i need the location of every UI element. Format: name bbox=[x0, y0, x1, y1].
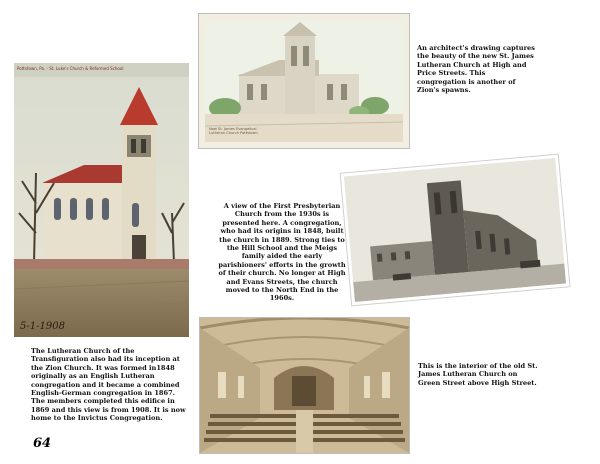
photo-st-james-drawing bbox=[198, 13, 410, 149]
caption-transfiguration: The Lutheran Church of the Transfiguration also had its inception at the Zion Church. It was formed in1848 originally as an English Lutheran congregation and it became a combined English-German congregation in 1867. The members completed this edifice in 1869 and this view is from 1908. It is now home to the Invictus Congregation. bbox=[31, 347, 186, 423]
handwritten-date: 5-1-1908 bbox=[20, 321, 65, 332]
photo-transfiguration-church bbox=[14, 63, 189, 337]
photo-st-james-interior bbox=[199, 317, 410, 454]
photo-inscription: Pottstown, Pa. - St. Luke's Church & Reformed School bbox=[17, 66, 124, 71]
caption-st-james-drawing: An architect's drawing captures the beauty of the new St. James Lutheran Church at High and Price Streets. This congregation is another of Zion's spawns. bbox=[417, 44, 535, 95]
drawing-inscription: New St. James Evangelical Lutheran Church Pottstown bbox=[209, 127, 258, 135]
caption-first-presbyterian: A view of the First Presbyterian Church from the 1930s is presented here. A congregation, who had its origins in 1848, built the church in 1889. Strong ties to the Hill School and the Meigs family aided the early parishioners' efforts in the growth of their church. No longer at High and Evans Streets, the church moved to the North End in the 1960s. bbox=[218, 202, 346, 303]
caption-st-james-interior: This is the interior of the old St. James Lutheran Church on Green Street above High Street. bbox=[418, 362, 538, 387]
photo-first-presbyterian-church bbox=[341, 155, 570, 305]
page-number: 64 bbox=[33, 436, 52, 451]
